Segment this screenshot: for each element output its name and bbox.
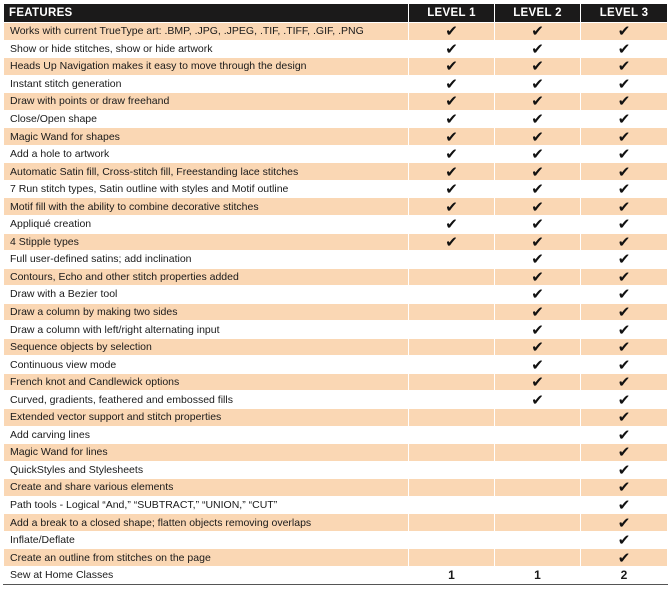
feature-label: Path tools - Logical “And,” “SUBTRACT,” “UNION,” “CUT” (4, 496, 409, 514)
feature-label: Add a hole to artwork (4, 145, 409, 163)
checkmark-icon: ✔ (495, 75, 581, 93)
header-row (4, 4, 668, 23)
checkmark-icon: ✔ (495, 40, 581, 58)
checkmark-icon: ✔ (581, 531, 668, 549)
checkmark-icon: ✔ (581, 216, 668, 234)
checkmark-icon: ✔ (581, 163, 668, 181)
feature-label: Draw with a Bezier tool (4, 286, 409, 304)
table-row (4, 338, 668, 356)
header-level-3: LEVEL 3 (581, 4, 668, 23)
classes-count-level-3: 2 (581, 566, 668, 584)
table-row (4, 303, 668, 321)
checkmark-icon: ✔ (581, 251, 668, 269)
table-row (4, 321, 668, 339)
feature-label: Full user-defined satins; add inclination (4, 251, 409, 269)
header-features: FEATURES (4, 4, 409, 23)
checkmark-icon: ✔ (581, 496, 668, 514)
checkmark-icon: ✔ (409, 40, 495, 58)
checkmark-icon: ✔ (581, 198, 668, 216)
header-level-1: LEVEL 1 (409, 4, 495, 23)
checkmark-icon: ✔ (495, 23, 581, 41)
checkmark-icon: ✔ (495, 163, 581, 181)
checkmark-icon: ✔ (495, 198, 581, 216)
feature-label: QuickStyles and Stylesheets (4, 461, 409, 479)
table-row (4, 145, 668, 163)
feature-label: 7 Run stitch types, Satin outline with styles and Motif outline (4, 180, 409, 198)
checkmark-icon: ✔ (495, 110, 581, 128)
checkmark-icon: ✔ (495, 321, 581, 339)
empty-cell (495, 426, 581, 444)
checkmark-icon: ✔ (495, 128, 581, 146)
feature-label: Continuous view mode (4, 356, 409, 374)
checkmark-icon: ✔ (581, 40, 668, 58)
checkmark-icon: ✔ (581, 338, 668, 356)
checkmark-icon: ✔ (581, 461, 668, 479)
table-row (4, 163, 668, 181)
checkmark-icon: ✔ (495, 251, 581, 269)
checkmark-icon: ✔ (495, 145, 581, 163)
classes-row (4, 566, 668, 584)
checkmark-icon: ✔ (495, 286, 581, 304)
checkmark-icon: ✔ (409, 23, 495, 41)
empty-cell (409, 373, 495, 391)
checkmark-icon: ✔ (581, 233, 668, 251)
feature-table (3, 3, 668, 585)
table-row (4, 233, 668, 251)
checkmark-icon: ✔ (409, 58, 495, 76)
checkmark-icon: ✔ (409, 198, 495, 216)
empty-cell (409, 356, 495, 374)
feature-label: Show or hide stitches, show or hide artwork (4, 40, 409, 58)
checkmark-icon: ✔ (581, 514, 668, 532)
table-body (4, 23, 668, 585)
feature-label: Draw a column by making two sides (4, 303, 409, 321)
checkmark-icon: ✔ (581, 391, 668, 409)
classes-count-level-1: 1 (409, 566, 495, 584)
empty-cell (495, 444, 581, 462)
checkmark-icon: ✔ (581, 303, 668, 321)
empty-cell (409, 303, 495, 321)
empty-cell (409, 461, 495, 479)
checkmark-icon: ✔ (409, 93, 495, 111)
checkmark-icon: ✔ (581, 93, 668, 111)
table-row (4, 373, 668, 391)
checkmark-icon: ✔ (581, 23, 668, 41)
header-level-2: LEVEL 2 (495, 4, 581, 23)
table-row (4, 128, 668, 146)
checkmark-icon: ✔ (581, 58, 668, 76)
checkmark-icon: ✔ (581, 409, 668, 427)
feature-label: Appliqué creation (4, 216, 409, 234)
table-row (4, 514, 668, 532)
feature-label: Inflate/Deflate (4, 531, 409, 549)
checkmark-icon: ✔ (495, 180, 581, 198)
feature-label: Close/Open shape (4, 110, 409, 128)
checkmark-icon: ✔ (581, 75, 668, 93)
feature-label: Automatic Satin fill, Cross-stitch fill, Freestanding lace stitches (4, 163, 409, 181)
checkmark-icon: ✔ (495, 338, 581, 356)
table-row (4, 391, 668, 409)
classes-label: Sew at Home Classes (4, 566, 409, 584)
table-row (4, 409, 668, 427)
feature-label: Works with current TrueType art: .BMP, .JPG, .JPEG, .TIF, .TIFF, .GIF, .PNG (4, 23, 409, 41)
empty-cell (409, 496, 495, 514)
table-row (4, 23, 668, 41)
checkmark-icon: ✔ (409, 163, 495, 181)
checkmark-icon: ✔ (581, 444, 668, 462)
feature-label: Instant stitch generation (4, 75, 409, 93)
checkmark-icon: ✔ (581, 286, 668, 304)
table-row (4, 110, 668, 128)
empty-cell (409, 251, 495, 269)
checkmark-icon: ✔ (409, 110, 495, 128)
table-row (4, 426, 668, 444)
feature-label: 4 Stipple types (4, 233, 409, 251)
feature-comparison (3, 3, 667, 585)
feature-label: Add carving lines (4, 426, 409, 444)
feature-label: Contours, Echo and other stitch properties added (4, 268, 409, 286)
checkmark-icon: ✔ (495, 391, 581, 409)
empty-cell (409, 286, 495, 304)
checkmark-icon: ✔ (495, 93, 581, 111)
empty-cell (495, 549, 581, 567)
table-row (4, 251, 668, 269)
checkmark-icon: ✔ (495, 356, 581, 374)
checkmark-icon: ✔ (581, 268, 668, 286)
empty-cell (495, 409, 581, 427)
checkmark-icon: ✔ (409, 233, 495, 251)
checkmark-icon: ✔ (581, 180, 668, 198)
feature-label: Heads Up Navigation makes it easy to move through the design (4, 58, 409, 76)
table-row (4, 58, 668, 76)
checkmark-icon: ✔ (409, 180, 495, 198)
feature-label: Add a break to a closed shape; flatten objects removing overlaps (4, 514, 409, 532)
table-row (4, 268, 668, 286)
table-row (4, 198, 668, 216)
checkmark-icon: ✔ (495, 58, 581, 76)
checkmark-icon: ✔ (581, 549, 668, 567)
table-row (4, 461, 668, 479)
feature-label: French knot and Candlewick options (4, 373, 409, 391)
empty-cell (409, 531, 495, 549)
empty-cell (409, 549, 495, 567)
classes-count-level-2: 1 (495, 566, 581, 584)
empty-cell (409, 268, 495, 286)
table-row (4, 180, 668, 198)
checkmark-icon: ✔ (409, 128, 495, 146)
feature-label: Curved, gradients, feathered and embossed fills (4, 391, 409, 409)
checkmark-icon: ✔ (495, 233, 581, 251)
empty-cell (495, 496, 581, 514)
checkmark-icon: ✔ (409, 75, 495, 93)
empty-cell (409, 479, 495, 497)
checkmark-icon: ✔ (581, 321, 668, 339)
empty-cell (409, 444, 495, 462)
checkmark-icon: ✔ (581, 356, 668, 374)
feature-label: Draw with points or draw freehand (4, 93, 409, 111)
table-row (4, 93, 668, 111)
table-row (4, 216, 668, 234)
empty-cell (495, 514, 581, 532)
table-row (4, 549, 668, 567)
feature-label: Create and share various elements (4, 479, 409, 497)
checkmark-icon: ✔ (581, 145, 668, 163)
checkmark-icon: ✔ (495, 216, 581, 234)
empty-cell (409, 321, 495, 339)
feature-label: Create an outline from stitches on the page (4, 549, 409, 567)
empty-cell (409, 391, 495, 409)
empty-cell (495, 479, 581, 497)
feature-label: Motif fill with the ability to combine decorative stitches (4, 198, 409, 216)
checkmark-icon: ✔ (409, 145, 495, 163)
checkmark-icon: ✔ (495, 303, 581, 321)
table-row (4, 531, 668, 549)
table-row (4, 40, 668, 58)
empty-cell (409, 409, 495, 427)
feature-label: Magic Wand for shapes (4, 128, 409, 146)
feature-label: Magic Wand for lines (4, 444, 409, 462)
checkmark-icon: ✔ (581, 110, 668, 128)
feature-label: Sequence objects by selection (4, 338, 409, 356)
table-row (4, 496, 668, 514)
feature-label: Draw a column with left/right alternating input (4, 321, 409, 339)
checkmark-icon: ✔ (495, 268, 581, 286)
empty-cell (409, 338, 495, 356)
empty-cell (409, 514, 495, 532)
checkmark-icon: ✔ (581, 479, 668, 497)
empty-cell (495, 461, 581, 479)
checkmark-icon: ✔ (581, 426, 668, 444)
feature-label: Extended vector support and stitch properties (4, 409, 409, 427)
checkmark-icon: ✔ (495, 373, 581, 391)
empty-cell (495, 531, 581, 549)
checkmark-icon: ✔ (581, 373, 668, 391)
table-row (4, 444, 668, 462)
checkmark-icon: ✔ (581, 128, 668, 146)
checkmark-icon: ✔ (409, 216, 495, 234)
table-row (4, 286, 668, 304)
table-row (4, 356, 668, 374)
table-row (4, 479, 668, 497)
empty-cell (409, 426, 495, 444)
table-row (4, 75, 668, 93)
